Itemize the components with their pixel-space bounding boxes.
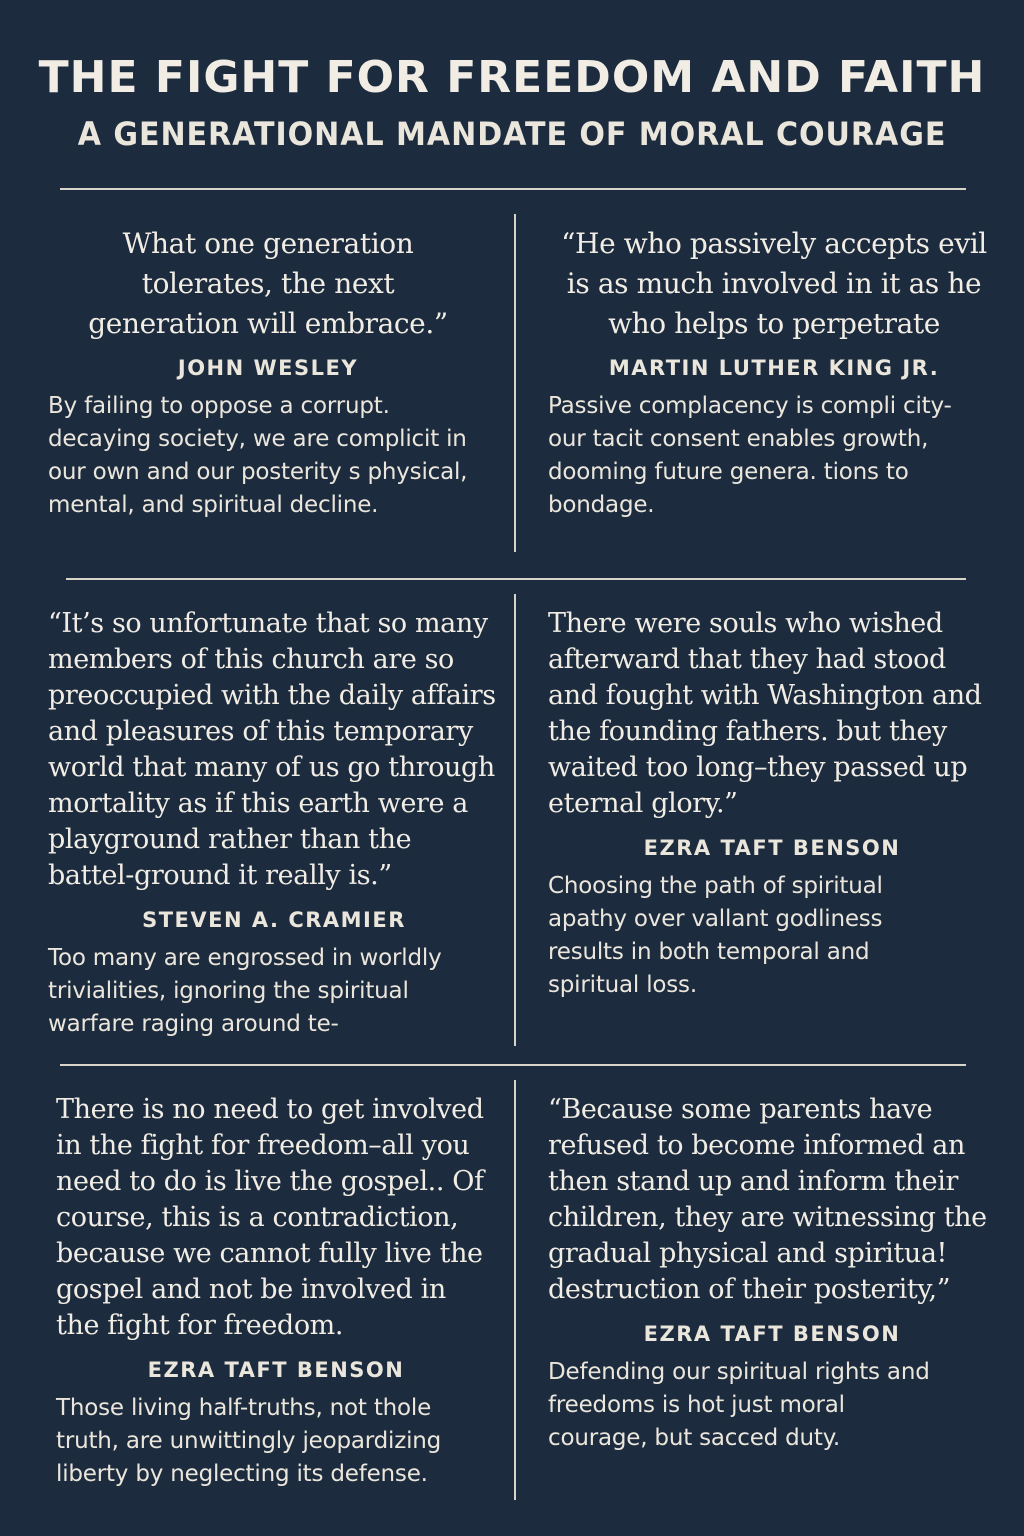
quote-card-benson-1	[548, 606, 996, 1002]
quote-text: “It’s so unfortunate that so many members of this church are so preoccupied with the daily affairs and pleasures of this temporary world that many of us go through mortality as if this earth were a playground rather than the battel-ground it really is.”	[48, 608, 496, 891]
quote-summary: Defending our spiritual rights and freedoms is hot just moral courage, but sacced duty.	[548, 1359, 930, 1451]
row-divider-1	[66, 578, 966, 580]
quote-text: There is no need to get involved in the fight for freedom–all you need to do is live the gospel.. Of course, this is a contradiction, because we cannot fully live the gospel and not be involved in the fight for freedom.	[56, 1094, 484, 1341]
page-title: THE FIGHT FOR FREEDOM AND FAITH	[38, 52, 986, 103]
column-divider-3	[514, 1080, 516, 1500]
quote-text: What one generation tolerates, the next generation will embrace.”	[88, 227, 448, 340]
quote-text: “Because some parents have refused to become informed an then stand up and inform their children, they are witnessing the gradual physical and spiritua! destruction of their posterity,”	[548, 1094, 987, 1305]
quote-author: JOHN WESLEY	[177, 356, 359, 380]
column-divider-2	[514, 594, 516, 1046]
quote-summary: Those living half-truths, not thole truth, are unwittingly jeopardizing liberty by neglecting its defense.	[56, 1395, 442, 1487]
quote-summary: Too many are engrossed in worldly trivialities, ignoring the spiritual warfare raging around te-	[48, 945, 442, 1037]
quote-summary: Choosing the path of spiritual apathy over vallant godliness results in both temporal and spiritual loss.	[548, 873, 883, 998]
quote-author: EZRA TAFT BENSON	[643, 1322, 901, 1346]
quote-card-wesley	[48, 224, 488, 522]
quote-author: EZRA TAFT BENSON	[643, 836, 901, 860]
poster-header	[0, 52, 1024, 154]
page-subtitle: A GENERATIONAL MANDATE OF MORAL COURAGE	[77, 115, 947, 153]
quote-card-cramer	[48, 606, 500, 1041]
quote-author: EZRA TAFT BENSON	[147, 1358, 405, 1382]
quote-author: STEVEN A. CRAMIER	[142, 908, 406, 932]
quote-text: There were souls who wished afterward that they had stood and fought with Washington and the founding fathers. but they waited too long–they passed up eternal glory.”	[548, 608, 982, 819]
quote-card-benson-2	[56, 1092, 496, 1491]
quote-author: MARTIN LUTHER KING JR.	[608, 356, 940, 380]
quote-summary: By failing to oppose a corrupt. decaying society, we are complicit in our own and our posterity s physical, mental, and spiritual decline.	[48, 393, 468, 518]
header-divider	[60, 188, 966, 190]
quote-summary: Passive complacency is compli city- our tacit consent enables growth, dooming future genera. tions to bondage.	[548, 393, 952, 518]
quote-card-king	[548, 224, 1000, 522]
quote-text: “He who passively accepts evil is as much involved in it as he who helps to perpetrate	[561, 227, 987, 340]
column-divider-1	[514, 214, 516, 552]
row-divider-2	[60, 1064, 966, 1066]
quote-card-benson-3	[548, 1092, 996, 1455]
